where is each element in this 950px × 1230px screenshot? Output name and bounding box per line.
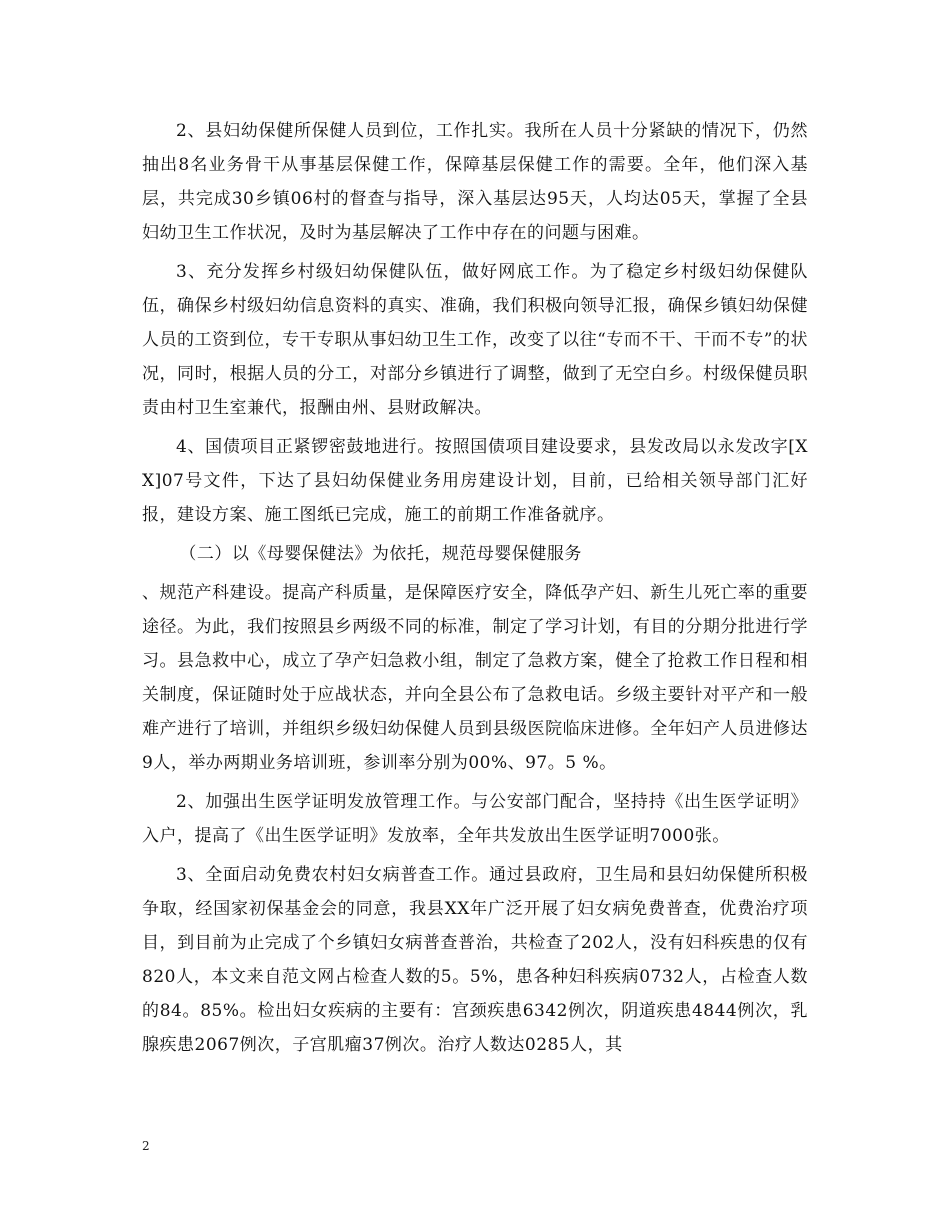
page-number: 2 — [142, 1139, 150, 1153]
paragraph-3: 4、国债项目正紧锣密鼓地进行。按照国债项目建设要求，县发改局以永发改字[XX]07号文件，下达了县妇幼保健业务用房建设计划，目前，已给相关领导部门汇好报，建设方案、施工图纸已完成，施工的前期工作准备就序。 — [142, 437, 808, 525]
document-body — [142, 114, 808, 1067]
paragraph-5: 2、加强出生医学证明发放管理工作。与公安部门配合，坚持持《出生医学证明》入户，提高了《出生医学证明》发放率，全年共发放出生医学证明7000张。 — [142, 792, 808, 846]
paragraph-2: 3、充分发挥乡村级妇幼保健队伍，做好网底工作。为了稳定乡村级妇幼保健队伍，确保乡村级妇幼信息资料的真实、准确，我们积极向领导汇报，确保乡镇妇幼保健人员的工资到位，专干专职从事妇幼卫生工作，改变了以往“专而不干、干而不专”的状况，同时，根据人员的分工，对部分乡镇进行了调整，做到了无空白乡。村级保健员职责由村卫生室兼代，报酬由州、县财政解决。 — [142, 262, 808, 418]
paragraph-6: 3、全面启动免费农村妇女病普查工作。通过县政府，卫生局和县妇幼保健所积极争取，经国家初保基金会的同意，我县XX年广泛开展了妇女病免费普查，优费治疗项目，到目前为止完成了个乡镇妇女病普查普治，共检查了202人，没有妇科疾患的仅有820人，本文来自范文网占检查人数的5。5%，患各种妇科疾病0732人，占检查人数的84。85%。检出妇女疾病的主要有：宫颈疾患6342例次，阴道疾患4844例次，乳腺疾患2067例次，子宫肌瘤37例次。治疗人数达0285人，其 — [142, 865, 808, 1055]
paragraph-1: 2、县妇幼保健所保健人员到位，工作扎实。我所在人员十分紧缺的情况下，仍然抽出8名业务骨干从事基层保健工作，保障基层保健工作的需要。全年，他们深入基层，共完成30乡镇06村的督查与指导，深入基层达95天，人均达05天，掌握了全县妇幼卫生工作状况，及时为基层解决了工作中存在的问题与困难。 — [142, 121, 808, 243]
paragraph-4: 、规范产科建设。提高产科质量，是保障医疗安全，降低孕产妇、新生儿死亡率的重要途径。为此，我们按照县乡两级不同的标准，制定了学习计划，有目的分期分批进行学习。县急救中心，成立了孕产妇急救小组，制定了急救方案，健全了抢救工作日程和相关制度，保证随时处于应战状态，并向全县公布了急救电话。乡级主要针对平产和一般难产进行了培训，并组织乡级妇幼保健人员到县级医院临床进修。全年妇产人员进修达9人，举办两期业务培训班，参训率分别为00%、97。5 %。 — [142, 583, 808, 773]
section-heading: （二）以《母婴保健法》为依托，规范母婴保健服务 — [179, 544, 582, 564]
